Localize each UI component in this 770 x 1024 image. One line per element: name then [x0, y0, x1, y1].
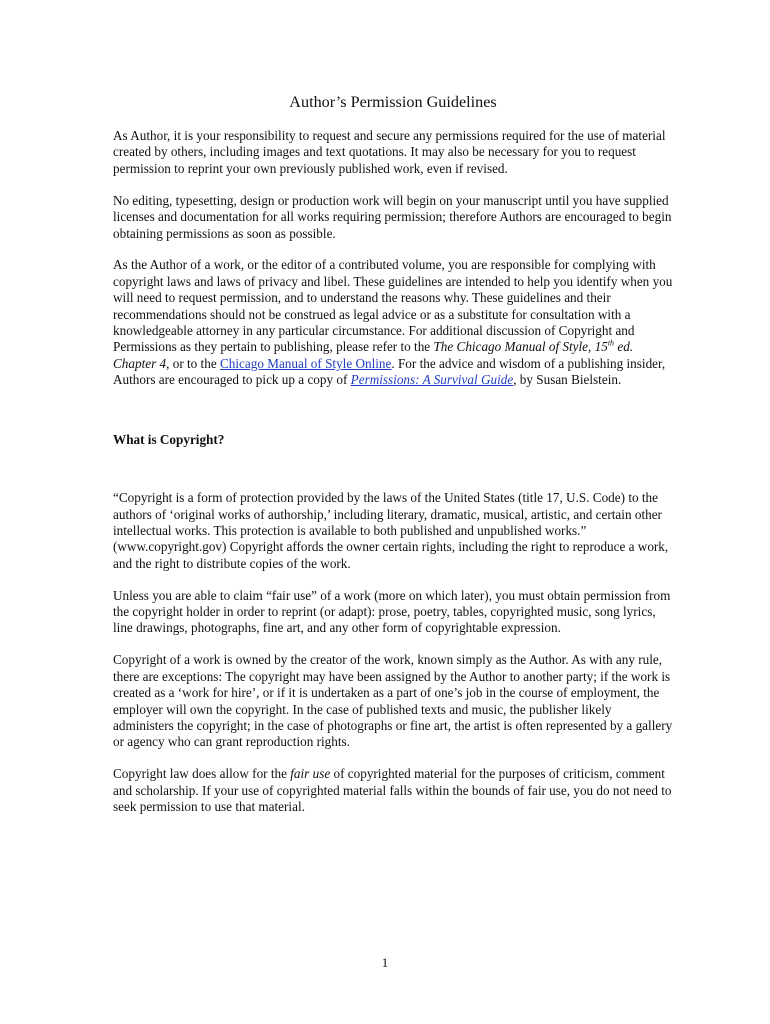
fair-use-emphasis: fair use	[290, 766, 331, 782]
intro-p3-text-mid: , or to the	[166, 355, 220, 371]
copyright-paragraph-3: Copyright of a work is owned by the creator of the work, known simply as the Author. As with any rule, there are exceptions: The copyright may have been assigned by the Author to another party; if the work is created as a ‘work for hire’, or if it is undertaken as a part of one’s job in the course of employment, the employer will own the copyright. In the case of published texts and music, the publisher likely administers the copyright; in the case of photographs or fine art, the artist is often represented by a gallery or agency who can grant reproduction rights.	[113, 652, 673, 750]
intro-paragraph-3	[113, 257, 673, 388]
intro-paragraph-2: No editing, typesetting, design or production work will begin on your manuscript until you have supplied licenses and documentation for all works requiring permission; therefore Authors are encouraged to begin obtaining permissions as soon as possible.	[113, 192, 672, 241]
section-heading-what-is-copyright: What is Copyright?	[113, 431, 225, 447]
cms-title-text: The Chicago Manual of Style, 15	[433, 339, 608, 355]
copyright-paragraph-4	[113, 766, 673, 815]
page-title: Author’s Permission Guidelines	[289, 93, 497, 111]
copyright-paragraph-2: Unless you are able to claim “fair use” of a work (more on which later), you must obtain permission from the copyright holder in order to reprint (or adapt): prose, poetry, tables, copyrighted music, song lyrics, line drawings, photographs, fine art, and any other form of copyrightable expression.	[113, 587, 671, 636]
copyright-p4-text-start: Copyright law does allow for the	[113, 766, 291, 782]
page-number: 1	[381, 955, 389, 970]
cms-chapter-text: ed. Chapter 4	[113, 339, 634, 371]
intro-p3-text-start: As the Author of a work, or the editor of a contributed volume, you are responsible for complying with copyright laws and laws of privacy and libel. These guidelines are intended to help you identify when you will need to request permission, and to understand the reasons why. These guidelines and their recommendations should not be construed as legal advice or as a substitute for consultation with a knowledgeable attorney in any particular circumstance. For additional discussion of Copyright and Permissions as they pertain to publishing, please refer to the	[113, 257, 673, 355]
copyright-p4-text-end: of copyrighted material for the purposes of criticism, comment and scholarship. If your use of copyrighted material falls within the bounds of fair use, you do not need to seek permission to use that material.	[113, 766, 672, 815]
intro-paragraph-1: As Author, it is your responsibility to request and secure any permissions required for the use of material created by others, including images and text quotations. It may also be necessary for you to request permission to reprint your own previously published work, even if revised.	[113, 128, 666, 176]
intro-p3-text-end: , by Susan Bielstein.	[513, 372, 622, 388]
chicago-manual-online-link[interactable]: Chicago Manual of Style Online	[219, 355, 392, 371]
survival-guide-link-label: Permissions: A Survival Guide	[350, 372, 514, 388]
copyright-paragraph-1: “Copyright is a form of protection provided by the laws of the United States (title 17, U.S. Code) to the authors of ‘original works of authorship,’ including literary, dramatic, musical, artistic, and certain other intellectual works. This protection is available to both published and unpublished works.” (www.copyright.gov) Copyright affords the owner certain rights, including the right to reproduce a work, and the right to distribute copies of the work.	[113, 490, 669, 571]
permissions-survival-guide-link[interactable]	[351, 372, 514, 387]
document-body	[113, 92, 673, 831]
intro-p3-text-after-link: . For the advice and wisdom of a publishing insider, Authors are encouraged to pick up a copy of	[113, 355, 666, 388]
cms-edition-superscript: th	[607, 339, 615, 349]
